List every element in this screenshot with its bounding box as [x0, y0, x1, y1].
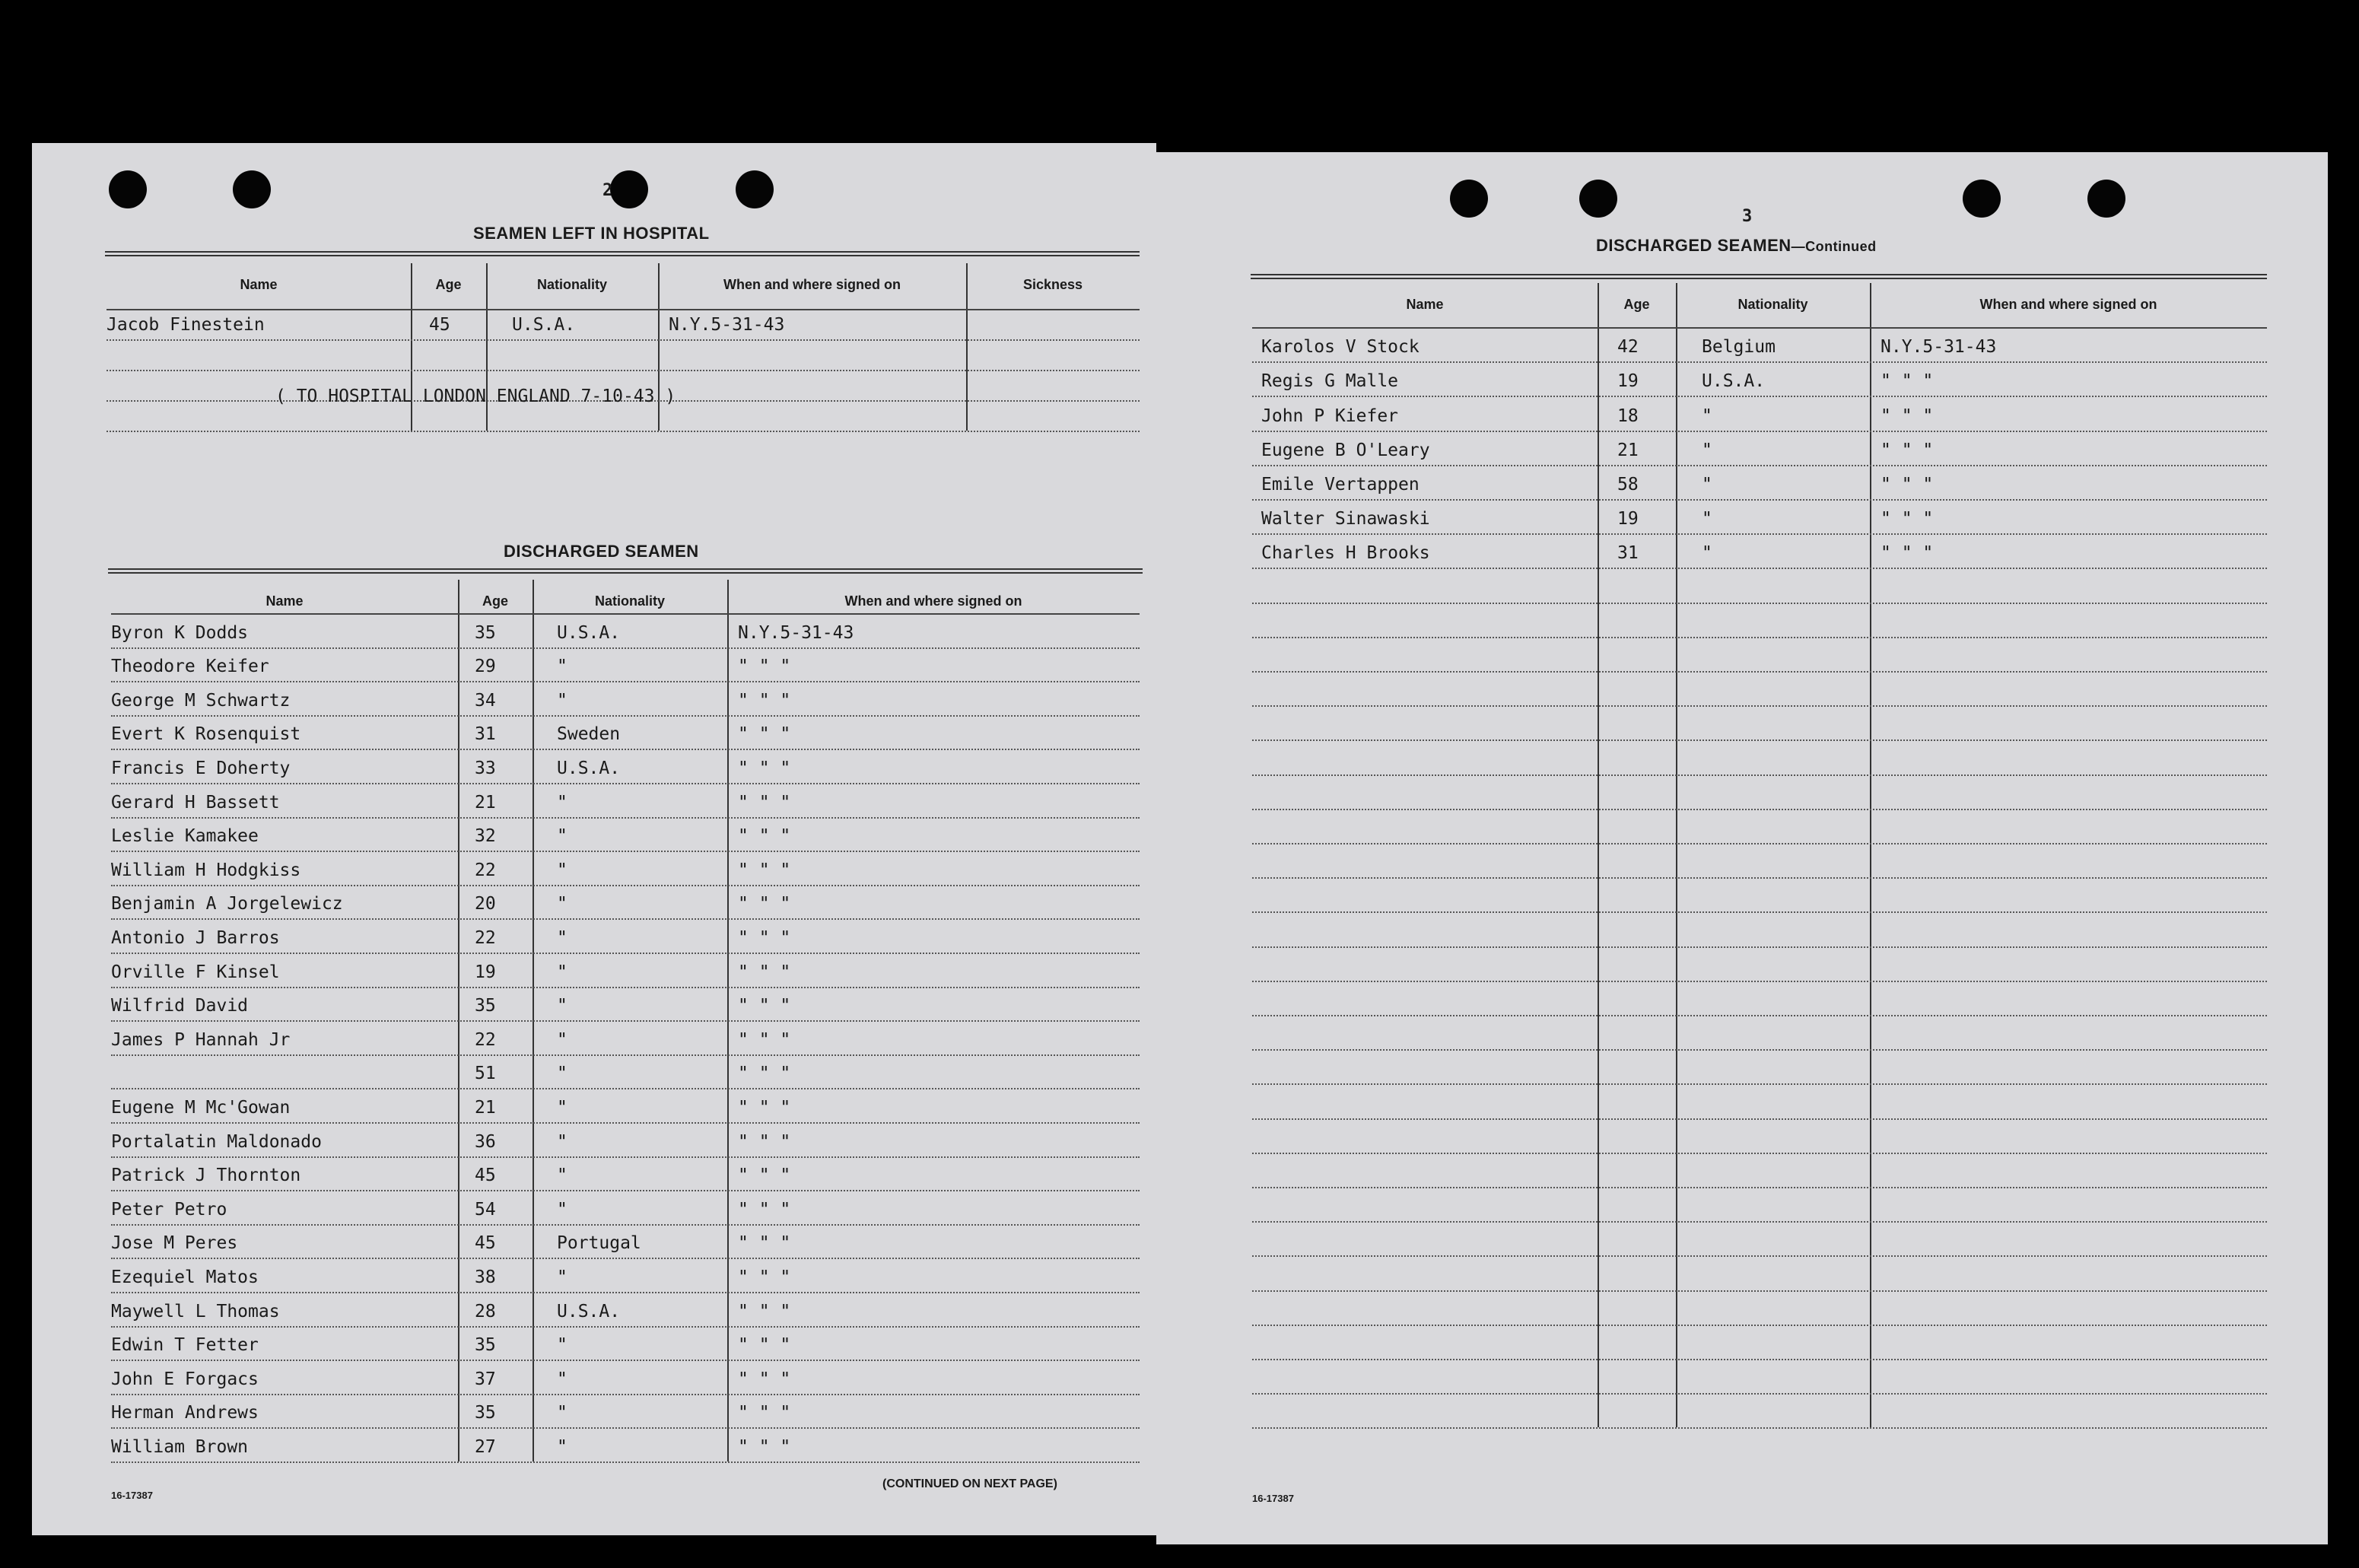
punch-hole: [736, 170, 774, 208]
row-line: [111, 918, 1140, 920]
row-line: [1252, 877, 2267, 879]
seaman-name: Byron K Dodds: [111, 622, 249, 643]
row-line: [111, 749, 1140, 750]
seaman-name: Jacob Finestein: [107, 315, 265, 335]
seaman-name: Karolos V Stock: [1261, 337, 1420, 358]
seaman-name: Herman Andrews: [111, 1403, 259, 1423]
row-line: [107, 339, 1140, 341]
punch-hole: [1450, 180, 1488, 218]
column-header: Name: [240, 277, 278, 292]
punch-hole: [1963, 180, 2001, 218]
seaman-age: 19: [1617, 509, 1639, 530]
seaman-age: 35: [475, 1335, 496, 1356]
title-text: DISCHARGED SEAMEN: [1596, 236, 1792, 255]
seaman-nationality: Sweden: [557, 724, 621, 745]
seaman-nationality: ": [1702, 543, 1712, 564]
row-line: [1252, 705, 2267, 707]
seaman-name: Evert K Rosenquist: [111, 724, 301, 745]
row-line: [111, 1054, 1140, 1056]
seaman-name: Edwin T Fetter: [111, 1335, 259, 1356]
row-line: [111, 885, 1140, 886]
header-rule: [1252, 327, 2267, 329]
signed-on: " " ": [738, 1029, 791, 1050]
signed-on: " " ": [1881, 406, 1934, 426]
seaman-nationality: Portugal: [557, 1233, 641, 1254]
right-page: [1156, 152, 2328, 1544]
seaman-nationality: ": [557, 1166, 567, 1186]
signed-on: " " ": [738, 826, 791, 847]
section-rule: [108, 568, 1143, 574]
row-line: [1252, 1427, 2267, 1429]
row-line: [111, 1394, 1140, 1395]
seaman-nationality: ": [1702, 509, 1712, 530]
seaman-age: 33: [475, 759, 496, 778]
row-line: [111, 1088, 1140, 1089]
seaman-nationality: ": [557, 962, 567, 982]
row-line: [111, 647, 1140, 649]
row-line: [1252, 396, 2267, 397]
discharged-continued-title: [1596, 236, 1877, 256]
signed-on: " " ": [738, 1301, 791, 1322]
signed-on: " " ": [1881, 371, 1934, 392]
hospital-note: ( TO HOSPITAL LONDON ENGLAND 7-10-43 ): [275, 386, 676, 406]
row-line: [1252, 1015, 2267, 1016]
seaman-age: 45: [429, 315, 450, 335]
seaman-age: 18: [1617, 406, 1639, 426]
row-line: [1252, 809, 2267, 810]
title-suffix: —Continued: [1791, 239, 1877, 254]
row-line: [111, 681, 1140, 682]
seaman-age: 37: [475, 1369, 496, 1389]
row-line: [111, 1190, 1140, 1191]
signed-on: " " ": [738, 1064, 791, 1084]
row-line: [1252, 981, 2267, 982]
page-number: 3: [1742, 207, 1753, 226]
seaman-age: 21: [475, 792, 496, 813]
seaman-age: 31: [475, 724, 496, 745]
signed-on: " " ": [738, 962, 791, 982]
seaman-name: James P Hannah Jr: [111, 1029, 291, 1050]
seaman-age: 22: [475, 1029, 496, 1050]
seaman-age: 22: [475, 928, 496, 948]
column-header: When and where signed on: [723, 277, 901, 292]
seaman-nationality: ": [557, 1029, 567, 1050]
row-line: [111, 783, 1140, 784]
seaman-name: Eugene B O'Leary: [1261, 440, 1430, 460]
seaman-name: Gerard H Bassett: [111, 792, 280, 813]
header-rule: [111, 613, 1140, 615]
seaman-age: 20: [475, 894, 496, 914]
seaman-name: Wilfrid David: [111, 996, 249, 1016]
left-page: [32, 143, 1156, 1535]
signed-on: " " ": [1881, 509, 1934, 530]
seaman-name: Maywell L Thomas: [111, 1301, 280, 1322]
row-line: [111, 1326, 1140, 1328]
signed-on: " " ": [738, 1098, 791, 1118]
row-line: [111, 1292, 1140, 1293]
row-line: [1252, 603, 2267, 604]
seaman-age: 58: [1617, 475, 1639, 495]
form-number: 16-17387: [1252, 1493, 1294, 1504]
column-header: Age: [482, 593, 508, 609]
column-header: Sickness: [1022, 277, 1083, 292]
signed-on: " " ": [738, 1131, 791, 1152]
signed-on: " " ": [738, 1199, 791, 1220]
seaman-nationality: ": [557, 1335, 567, 1356]
seaman-age: 19: [475, 962, 496, 982]
seaman-nationality: ": [557, 657, 567, 677]
continued-note: (CONTINUED ON NEXT PAGE): [882, 1477, 1057, 1490]
hospital-section-title: SEAMEN LEFT IN HOSPITAL: [473, 224, 710, 243]
seaman-nationality: U.S.A.: [512, 315, 576, 335]
row-line: [111, 1427, 1140, 1429]
seaman-nationality: U.S.A.: [1702, 371, 1766, 392]
row-line: [1252, 1290, 2267, 1292]
section-rule: [105, 251, 1140, 256]
seaman-name: Eugene M Mc'Gowan: [111, 1098, 291, 1118]
signed-on: " " ": [738, 1233, 791, 1254]
page-number: 2: [602, 181, 613, 200]
row-line: [1252, 739, 2267, 741]
seaman-name: Patrick J Thornton: [111, 1166, 301, 1186]
row-line: [1252, 1359, 2267, 1360]
seaman-name: Peter Petro: [111, 1199, 227, 1220]
seaman-age: 29: [475, 657, 496, 677]
punch-hole: [610, 170, 648, 208]
seaman-age: 32: [475, 826, 496, 847]
row-line: [111, 987, 1140, 988]
column-header: Nationality: [1737, 297, 1808, 312]
seaman-nationality: ": [557, 1131, 567, 1152]
seaman-nationality: ": [557, 1369, 567, 1389]
seaman-age: 35: [475, 622, 496, 643]
signed-on: " " ": [738, 1166, 791, 1186]
row-line: [1252, 911, 2267, 913]
seaman-age: 54: [475, 1199, 496, 1220]
row-line: [107, 431, 1140, 432]
row-line: [1252, 1325, 2267, 1326]
seaman-age: 22: [475, 860, 496, 880]
seaman-nationality: ": [1702, 406, 1712, 426]
column-header: Name: [1406, 297, 1444, 312]
signed-on: " " ": [738, 1403, 791, 1423]
seaman-age: 38: [475, 1267, 496, 1287]
row-line: [111, 1122, 1140, 1124]
seaman-nationality: U.S.A.: [557, 622, 621, 643]
seaman-nationality: ": [557, 826, 567, 847]
row-line: [111, 1224, 1140, 1226]
seaman-name: Portalatin Maldonado: [111, 1131, 322, 1152]
seaman-nationality: ": [557, 1098, 567, 1118]
signed-on: " " ": [1881, 440, 1934, 460]
seaman-nationality: ": [557, 792, 567, 813]
seaman-age: 21: [475, 1098, 496, 1118]
seaman-name: George M Schwartz: [111, 690, 291, 711]
row-line: [1252, 1049, 2267, 1051]
seaman-age: 35: [475, 996, 496, 1016]
seaman-nationality: U.S.A.: [557, 1301, 621, 1322]
seaman-nationality: ": [557, 1064, 567, 1084]
row-line: [111, 1258, 1140, 1259]
signed-on: N.Y.5-31-43: [1881, 337, 1997, 358]
seaman-age: 19: [1617, 371, 1639, 392]
column-header: Age: [1623, 297, 1650, 312]
seaman-age: 34: [475, 690, 496, 711]
seaman-name: William Brown: [111, 1437, 249, 1457]
signed-on: " " ": [738, 860, 791, 880]
seaman-name: Regis G Malle: [1261, 371, 1399, 392]
seaman-name: William H Hodgkiss: [111, 860, 301, 880]
seaman-nationality: U.S.A.: [557, 759, 621, 778]
row-line: [1252, 1255, 2267, 1257]
row-line: [1252, 533, 2267, 535]
seaman-name: Benjamin A Jorgelewicz: [111, 894, 343, 914]
signed-on: " " ": [738, 1335, 791, 1356]
signed-on: " " ": [738, 759, 791, 778]
seaman-name: Orville F Kinsel: [111, 962, 280, 982]
seaman-age: 51: [475, 1064, 496, 1084]
row-line: [1252, 431, 2267, 432]
row-line: [1252, 1118, 2267, 1120]
column-header: Nationality: [594, 593, 665, 609]
seaman-name: Ezequiel Matos: [111, 1267, 259, 1287]
seaman-age: 36: [475, 1131, 496, 1152]
row-line: [111, 953, 1140, 954]
column-header: Age: [435, 277, 462, 292]
row-line: [107, 370, 1140, 371]
punch-hole: [233, 170, 271, 208]
seaman-name: John E Forgacs: [111, 1369, 259, 1389]
signed-on: N.Y.5-31-43: [738, 622, 854, 643]
signed-on: " " ": [738, 1437, 791, 1457]
row-line: [1252, 499, 2267, 501]
seaman-name: Jose M Peres: [111, 1233, 238, 1254]
seaman-nationality: ": [557, 690, 567, 711]
seaman-nationality: ": [557, 894, 567, 914]
signed-on: " " ": [738, 690, 791, 711]
seaman-age: 45: [475, 1166, 496, 1186]
seaman-nationality: Belgium: [1702, 337, 1776, 358]
seaman-name: Emile Vertappen: [1261, 475, 1420, 495]
seaman-nationality: ": [1702, 475, 1712, 495]
signed-on: " " ": [738, 657, 791, 677]
row-line: [1252, 361, 2267, 363]
row-line: [1252, 637, 2267, 638]
header-rule: [107, 309, 1140, 310]
seaman-nationality: ": [557, 1267, 567, 1287]
row-line: [111, 851, 1140, 852]
row-line: [1252, 465, 2267, 466]
row-line: [1252, 946, 2267, 948]
signed-on: " " ": [738, 996, 791, 1016]
punch-hole: [109, 170, 147, 208]
discharged-section-title: DISCHARGED SEAMEN: [504, 542, 699, 561]
seaman-nationality: ": [557, 1437, 567, 1457]
seaman-name: Theodore Keifer: [111, 657, 269, 677]
seaman-nationality: ": [557, 996, 567, 1016]
seaman-age: 45: [475, 1233, 496, 1254]
signed-on: " " ": [1881, 475, 1934, 495]
row-line: [1252, 1083, 2267, 1085]
seaman-name: Charles H Brooks: [1261, 543, 1430, 564]
column-header: When and where signed on: [844, 593, 1022, 609]
row-line: [1252, 774, 2267, 776]
section-rule: [1251, 274, 2267, 279]
seaman-nationality: ": [1702, 440, 1712, 460]
seaman-name: Leslie Kamakee: [111, 826, 259, 847]
seaman-age: 35: [475, 1403, 496, 1423]
seaman-nationality: ": [557, 928, 567, 948]
signed-on: " " ": [738, 792, 791, 813]
signed-on: N.Y.5-31-43: [669, 315, 785, 335]
row-line: [111, 1020, 1140, 1022]
seaman-age: 27: [475, 1437, 496, 1457]
punch-hole: [2087, 180, 2125, 218]
signed-on: " " ": [738, 724, 791, 745]
seaman-name: Antonio J Barros: [111, 928, 280, 948]
row-line: [111, 817, 1140, 819]
column-header: Nationality: [536, 277, 607, 292]
row-line: [111, 715, 1140, 717]
seaman-nationality: ": [557, 1403, 567, 1423]
seaman-name: Walter Sinawaski: [1261, 509, 1430, 530]
seaman-age: 31: [1617, 543, 1639, 564]
signed-on: " " ": [738, 1369, 791, 1389]
row-line: [1252, 843, 2267, 844]
row-line: [1252, 1393, 2267, 1395]
seaman-name: Francis E Doherty: [111, 759, 291, 778]
row-line: [1252, 1153, 2267, 1154]
row-line: [1252, 1187, 2267, 1188]
signed-on: " " ": [738, 894, 791, 914]
row-line: [111, 1461, 1140, 1463]
row-line: [1252, 568, 2267, 569]
punch-hole: [1579, 180, 1617, 218]
seaman-age: 42: [1617, 337, 1639, 358]
row-line: [1252, 1221, 2267, 1223]
signed-on: " " ": [738, 1267, 791, 1287]
form-number: 16-17387: [111, 1490, 153, 1501]
seaman-nationality: ": [557, 1199, 567, 1220]
seaman-nationality: ": [557, 860, 567, 880]
signed-on: " " ": [738, 928, 791, 948]
seaman-name: John P Kiefer: [1261, 406, 1399, 426]
row-line: [111, 1156, 1140, 1158]
row-line: [1252, 671, 2267, 673]
column-header: Name: [265, 593, 304, 609]
seaman-age: 28: [475, 1301, 496, 1322]
column-header: When and where signed on: [1979, 297, 2157, 312]
signed-on: " " ": [1881, 543, 1934, 564]
row-line: [111, 1360, 1140, 1361]
seaman-age: 21: [1617, 440, 1639, 460]
